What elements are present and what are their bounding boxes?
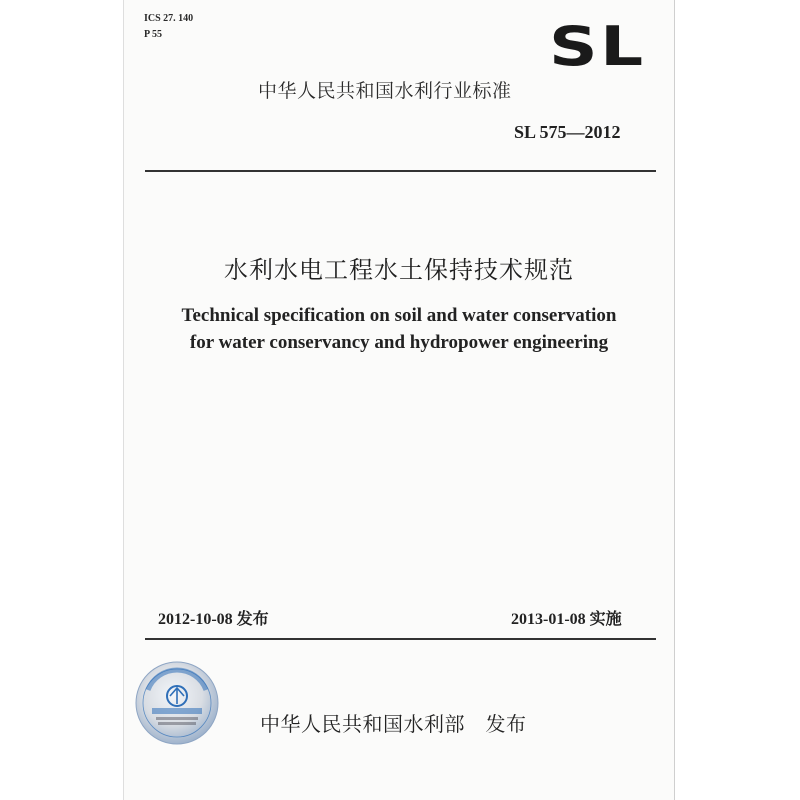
industry-standard-label: 中华人民共和国水利行业标准 [258, 80, 512, 102]
implement-date: 2013-01-08 实施 [511, 611, 622, 628]
sl-logo: SL [549, 15, 646, 78]
top-divider [145, 170, 656, 172]
title-english-line-2: for water conservancy and hydropower engineering [189, 332, 609, 353]
bottom-divider [145, 638, 656, 640]
ccs-code: P 55 [144, 29, 163, 40]
hologram-seal-icon [134, 660, 220, 746]
title-english-line-1: Technical specification on soil and water conservation [181, 305, 617, 326]
title-english [124, 302, 674, 356]
title-chinese: 水利水电工程水土保持技术规范 [224, 256, 574, 284]
publish-date: 2012-10-08 发布 [158, 611, 269, 628]
ics-code: ICS 27. 140 [144, 13, 194, 24]
standard-number: SL 575—2012 [514, 122, 621, 142]
standard-cover [124, 0, 674, 800]
publisher: 中华人民共和国水利部 发布 [260, 712, 527, 736]
